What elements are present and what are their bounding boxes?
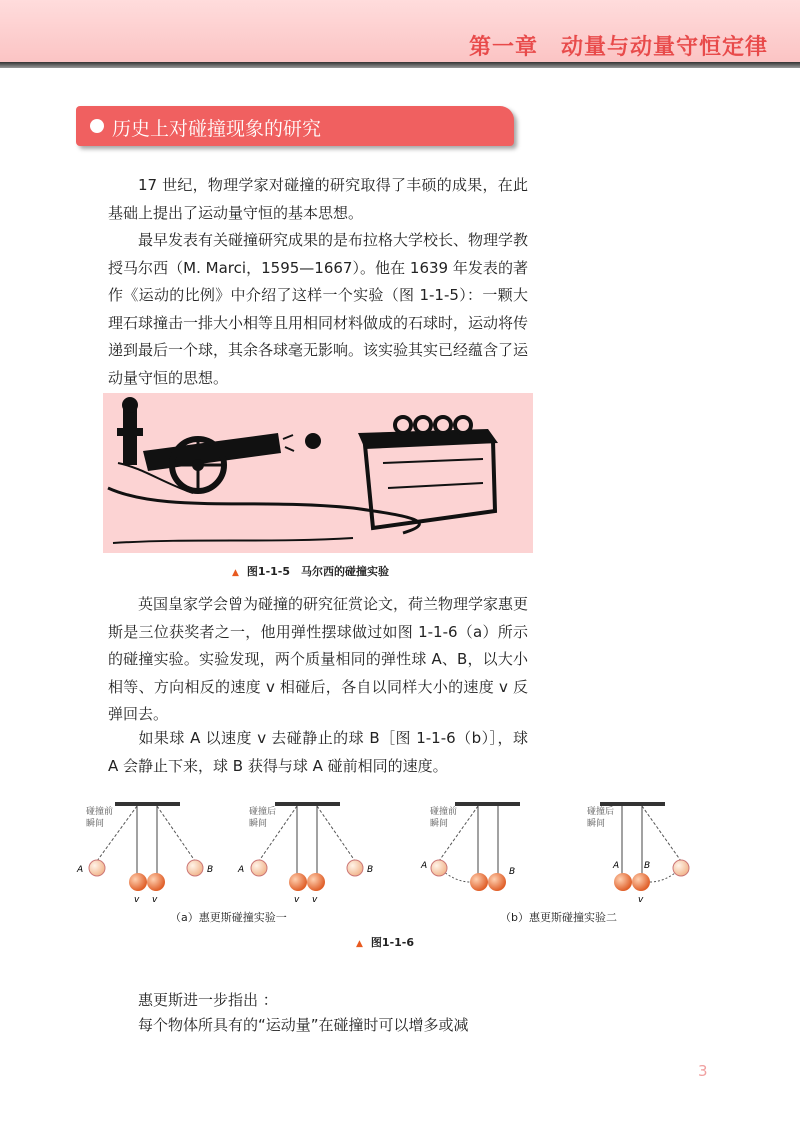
- label-instant: 瞬间: [86, 819, 105, 829]
- ball-a-label: A: [421, 861, 428, 871]
- pendulum-figure: [60, 796, 700, 908]
- velocity-label: v: [134, 895, 140, 905]
- velocity-label: v: [312, 895, 318, 905]
- paragraph: 最早发表有关碰撞研究成果的是布拉格大学校长、物理学教授马尔西（M. Marci，1595—1667）。他在 1639 年发表的著作《运动的比例》中介绍了这样一个实验（图 1-1-5）：一颗大理石球撞击一排大小相等且用相同材料做成的石球时，运动将传递到最后一个球，其余各球毫无影响。该实验其实已经蕴含了运动量守恒的思想。: [108, 231, 529, 387]
- header-rule: [0, 62, 800, 68]
- label-after: 碰撞后: [249, 807, 277, 817]
- velocity-label: v: [152, 895, 158, 905]
- paragraph: 惠更斯进一步指出 ：: [138, 991, 278, 1009]
- pendulum-b-before: [420, 802, 520, 891]
- label-before: 碰撞前: [86, 807, 114, 817]
- page-number: 3: [698, 1062, 708, 1080]
- ball-b-label: B: [509, 867, 516, 877]
- paragraph: 英国皇家学会曾为碰撞的研究征赏论文，荷兰物理学家惠更斯是三位获奖者之一，他用弹性摆球做过如图 1-1-6（a）所示的碰撞实验。实验发现，两个质量相同的弹性球 A、B，以大小相等、方向相反的速度 v 相碰后，各自以同样大小的速度 v 反弹回去。: [108, 595, 529, 724]
- pendulum-a-before: [76, 802, 213, 905]
- chapter-title: 第一章 动量与动量守恒定律: [468, 35, 768, 60]
- paragraph: 17 世纪，物理学家对碰撞的研究取得了丰硕的成果，在此基础上提出了运动量守恒的基本思想。: [108, 176, 528, 222]
- velocity-label: v: [638, 895, 644, 905]
- ball-a-label: A: [77, 865, 84, 875]
- paragraph: 每个物体所具有的“运动量”在碰撞时可以增多或减: [138, 1016, 469, 1034]
- subfigure-a-caption: （a）惠更斯碰撞实验一: [170, 911, 287, 924]
- marci-experiment-illustration: [103, 393, 533, 553]
- subfigure-b-caption: （b）惠更斯碰撞实验二: [500, 911, 617, 924]
- ball-b-label: B: [207, 865, 214, 875]
- section-title: 历史上对碰撞现象的研究: [112, 118, 322, 140]
- label-instant: 瞬间: [430, 819, 449, 829]
- label-instant: 瞬间: [587, 819, 606, 829]
- triangle-icon: ▲: [356, 939, 363, 949]
- section-heading-bar: [76, 106, 514, 146]
- ball-a-label: A: [613, 861, 620, 871]
- label-instant: 瞬间: [249, 819, 268, 829]
- pendulum-b-after: [587, 802, 689, 905]
- triangle-icon: ▲: [232, 568, 239, 578]
- ball-b-label: B: [644, 861, 651, 871]
- label-before: 碰撞前: [430, 807, 458, 817]
- figure-caption: ▲ 图1-1-5 马尔西的碰撞实验: [232, 565, 390, 578]
- velocity-label: v: [294, 895, 300, 905]
- figure-caption: ▲ 图1-1-6: [356, 936, 415, 949]
- ball-a-label: A: [238, 865, 245, 875]
- bullet-icon: [90, 119, 104, 133]
- paragraph: 如果球 A 以速度 v 去碰静止的球 B［图 1-1-6（b）］，球 A 会静止下来，球 B 获得与球 A 碰前相同的速度。: [108, 729, 528, 775]
- pendulum-a-after: [237, 802, 373, 905]
- label-after: 碰撞后: [587, 807, 615, 817]
- ball-b-label: B: [367, 865, 374, 875]
